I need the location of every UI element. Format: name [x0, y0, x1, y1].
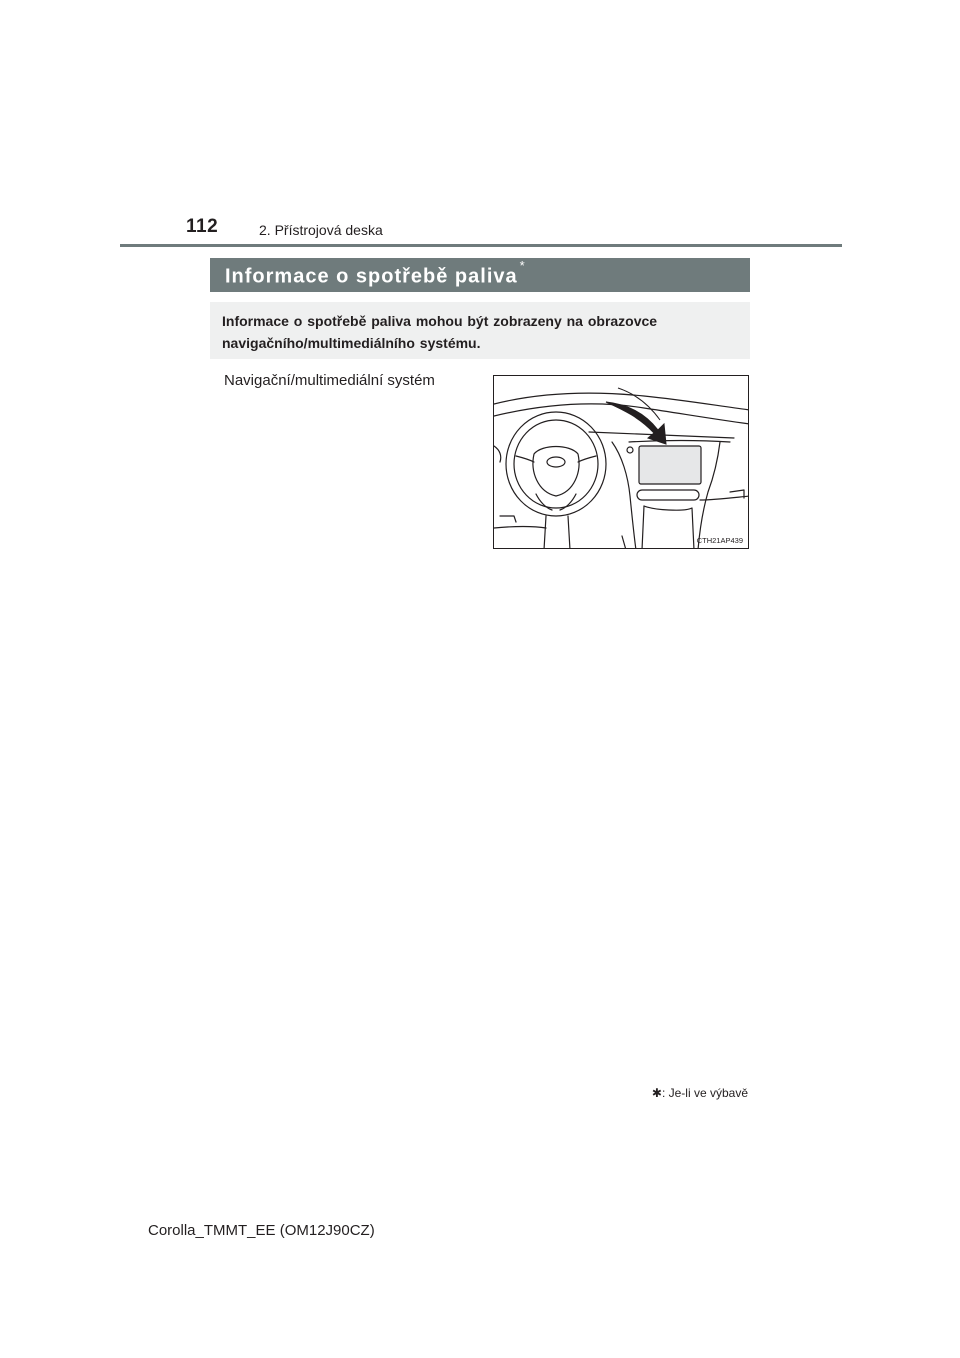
section-title	[225, 258, 526, 289]
page-number: 112	[186, 216, 219, 237]
section-title-text: Informace o spotřebě paliva	[225, 265, 518, 288]
chapter-title: 2. Přístrojová deska	[259, 222, 383, 238]
intro-text: Informace o spotřebě paliva mohou být zobrazeny na obrazovce navigačního/multimediálního systému.	[222, 313, 658, 351]
section-heading-bar	[210, 258, 750, 292]
figure-code: CTH21AP439	[696, 536, 743, 545]
figure-caption: Navigační/multimediální systém	[224, 372, 435, 389]
optional-equipment-asterisk: *	[519, 258, 526, 273]
footnote: ✱: Je-li ve výbavě	[651, 1086, 748, 1100]
header-rule	[120, 244, 842, 247]
document-id: Corolla_TMMT_EE (OM12J90CZ)	[148, 1222, 375, 1239]
dashboard-drawing	[494, 376, 749, 549]
intro-box	[210, 302, 750, 359]
dashboard-illustration	[493, 375, 749, 549]
